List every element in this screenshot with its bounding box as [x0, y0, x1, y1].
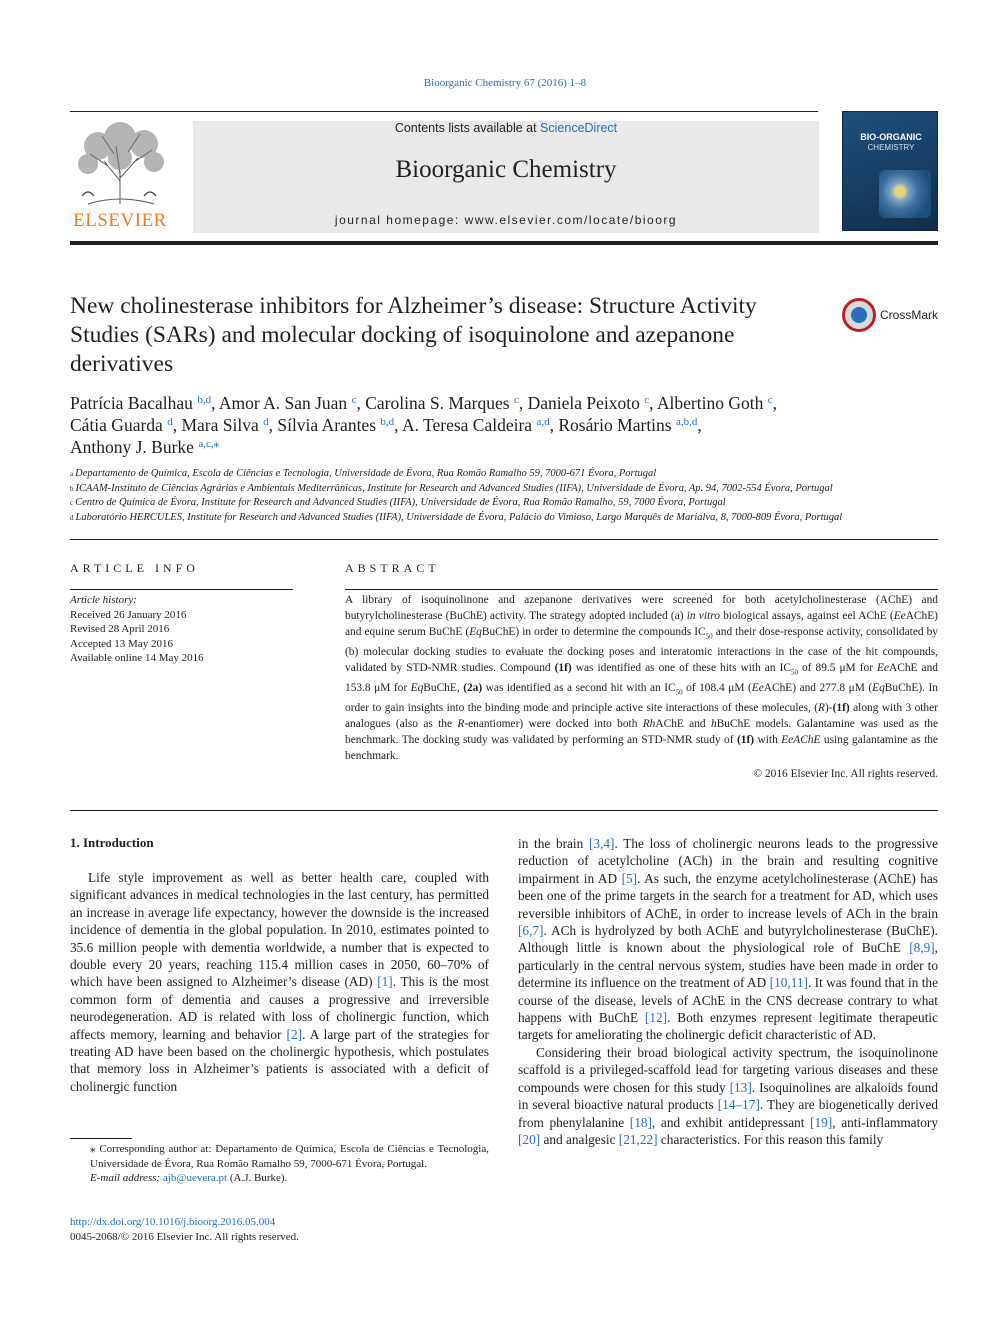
- author-separator: ,: [172, 415, 182, 435]
- author: [70, 393, 219, 413]
- email-label: E-mail address:: [90, 1172, 163, 1185]
- author-name: Carolina S. Marques: [365, 393, 510, 413]
- section-rule: [70, 810, 938, 811]
- body-column-right: [518, 835, 938, 1148]
- homepage-prefix: journal homepage:: [334, 213, 465, 227]
- footnote-rule: [70, 1138, 132, 1139]
- crossmark-icon: [842, 298, 876, 332]
- author: [402, 415, 558, 435]
- abstract-copyright: © 2016 Elsevier Inc. All rights reserved.: [753, 768, 938, 780]
- introduction-heading: 1. Introduction: [70, 835, 154, 850]
- email-suffix: (A.J. Burke).: [227, 1172, 288, 1185]
- issn-copyright: 0045-2068/© 2016 Elsevier Inc. All rights reserved.: [70, 1231, 299, 1243]
- author-separator: ,: [518, 393, 528, 413]
- author-list: [70, 392, 938, 458]
- author: [365, 393, 527, 413]
- accepted-date: Accepted 13 May 2016: [70, 637, 173, 650]
- author-name: Mara Silva: [181, 415, 259, 435]
- author: [277, 415, 402, 435]
- article-title: New cholinesterase inhibitors for Alzheimer’s disease: Structure Activity Studies (SARs) and molecular docking of isoquinolone and azepanone derivatives: [70, 293, 757, 377]
- affiliation-key: c: [70, 499, 74, 507]
- author: [657, 393, 777, 413]
- author-name: Sílvia Arantes: [277, 415, 377, 435]
- affiliation: [70, 496, 938, 511]
- received-date: Received 26 January 2016: [70, 608, 187, 621]
- author-affiliation-link[interactable]: b,d: [197, 394, 212, 406]
- author-name: Rosário Martins: [558, 415, 672, 435]
- contents-line: [193, 121, 819, 135]
- author: [70, 415, 181, 435]
- doi-link[interactable]: http://dx.doi.org/10.1016/j.bioorg.2016.05.004: [70, 1216, 276, 1228]
- author: [219, 393, 365, 413]
- paragraph: Considering their broad biological activity spectrum, the isoquinolinone scaffold is a privileged-scaffold lead for targeting various diseases and these compounds were chosen for this study [13]. Isoquinolines are alkaloids found in several bioactive natural products [14–17]. They are biogenetically derived from phenylalanine [18], and exhibit antidepressant [19], anti-inflammatory [20] and analgesic [21,22] characteristics. For this reason this family: [518, 1044, 938, 1147]
- affiliation-key: a: [70, 470, 74, 478]
- author: [528, 393, 657, 413]
- author-affiliation-link[interactable]: d: [167, 416, 173, 428]
- crossmark-badge[interactable]: [842, 298, 938, 334]
- email-line: [70, 1171, 489, 1186]
- crossmark-icon-center: [851, 307, 867, 323]
- author-separator: ,: [268, 415, 278, 435]
- author-separator: ,: [394, 415, 402, 435]
- journal-reference[interactable]: Bioorganic Chemistry 67 (2016) 1–8: [423, 77, 587, 89]
- contents-prefix: Contents lists available at: [394, 121, 541, 135]
- author-separator: ,: [211, 393, 219, 413]
- author-name: Anthony J. Burke: [70, 437, 194, 457]
- affiliation-text: Centro de Química de Évora, Institute for Research and Advanced Studies (IIFA), Universidade de Évora, Rua Romão Ramalho, 59, 7000 Évora, Portugal: [75, 497, 726, 508]
- journal-name: Bioorganic Chemistry: [395, 156, 617, 183]
- author-separator: ,: [772, 393, 777, 413]
- author-separator: ,: [649, 393, 657, 413]
- cover-molecule-image: [879, 170, 931, 218]
- abstract-text: A library of isoquinolinone and azepanone derivatives were screened for both acetylcholinesterase (AChE) and butyrylcholinesterase (BuChE) activity. The strategy adopted included (a) in vitro biological assays, against eel AChE (EeAChE) and equine serum BuChE (EqBuChE) in order to determine the compounds $IC_{50}$ and their dose-response activity, consolidated by (b) molecular docking studies to evaluate the docking poses and interatomic interactions in the case of the hit compounds, validated by STD-NMR studies. Compound (1f) was identified as one of these hits with an $IC_{50}$ of 89.5 μM for EeAChE and 153.8 μM for EqBuChE, (2a) was identified as a second hit with an $IC_{50}$ of 108.4 μM (EeAChE) and 277.8 μM (EqBuChE). In order to gain insights into the binding mode and principle active site interactions of these molecules, (R)-(1f) along with 3 other analogues (also as the R-enantiomer) were docked into both RhAChE and hBuChE models. Galantamine was used as the benchmark. The docking study was validated by performing an STD-NMR study of (1f) with EeAChE using galantamine as the benchmark.: [345, 594, 939, 762]
- author-separator: ,: [356, 393, 366, 413]
- author-affiliation-link[interactable]: b,d: [380, 416, 395, 428]
- history-label: Article history:: [70, 594, 137, 606]
- author-separator: ,: [549, 415, 559, 435]
- cover-subtitle: CHEMISTRY: [867, 143, 915, 152]
- author-affiliation-link[interactable]: a,c,⁎: [198, 438, 220, 450]
- corresponding-author-note: ⁎ Corresponding author at: Departamento de Química, Escola de Ciências e Tecnologia, Universidade de Évora, Rua Romão Ramalho 59, 7000-671 Évora, Portugal.: [90, 1143, 489, 1170]
- header-top-rule: [70, 111, 818, 112]
- author-affiliation-link[interactable]: c: [644, 394, 650, 406]
- article-history: [70, 593, 300, 666]
- crossmark-label: CrossMark: [880, 308, 939, 322]
- author-name: Daniela Peixoto: [527, 393, 640, 413]
- elsevier-wordmark: ELSEVIER: [73, 210, 167, 231]
- author: [558, 415, 701, 435]
- author: [181, 415, 277, 435]
- online-date: Available online 14 May 2016: [70, 652, 204, 665]
- homepage-url[interactable]: www.elsevier.com/locate/bioorg: [464, 213, 678, 227]
- author-affiliation-link[interactable]: c: [767, 394, 773, 406]
- author-separator: ,: [697, 415, 702, 435]
- affiliation-text: Laboratório HERCULES, Institute for Research and Advanced Studies (IIFA), Universidade de Évora, Palácio do Vimioso, Largo Marquês de Marialva, 8, 7000-809 Évora, Portugal: [75, 511, 843, 523]
- affiliation-text: ICAAM-Instituto de Ciências Agrárias e Ambientais Mediterrânicas, Institute for Research and Advanced Studies (IIFA), Universidade de Évora, Ap. 94, 7002-554 Évora, Portugal: [75, 482, 833, 494]
- paragraph: Life style improvement as well as better health care, coupled with significant advances in medical technologies in the last century, has permitted an increase in average life expectancy, however the downside is the increased incidence of dementia in the global population. In 2010, estimates pointed to 35.6 million people with dementia worldwide, a number that is expected to double every 20 years, reaching 115.4 million cases in 2050, 60–70% of which have been assigned to Alzheimer’s disease (AD) [1]. This is the most common form of dementia and causes a progressive and irreversible neurodegeneration. AD is related with loss of cholinergic function, which affects memory, learning and behavior [2]. A large part of the strategies for treating AD have been based on the cholinergic hypothesis, which postulates that memory loss in Alzheimer’s patients is associated with a deficit of cholinergic function: [70, 870, 489, 1094]
- affiliation-text: Departamento de Química, Escola de Ciências e Tecnologia, Universidade de Évora, Rua Romão Ramalho 59, 7000-671 Évora, Portugal: [75, 468, 657, 479]
- author-affiliation-link[interactable]: c: [351, 394, 357, 406]
- affiliation-key: b: [70, 484, 74, 493]
- cover-title: BIO-ORGANIC: [860, 132, 922, 142]
- author-name: Patrícia Bacalhau: [70, 393, 193, 413]
- affiliation: [70, 467, 938, 482]
- sciencedirect-link[interactable]: ScienceDirect: [540, 121, 618, 135]
- author-affiliation-link[interactable]: d: [263, 416, 269, 428]
- footnote: [70, 1142, 489, 1186]
- article-info-heading: ARTICLE INFO: [70, 561, 199, 575]
- affiliation-key: d: [70, 513, 74, 522]
- author-name: A. Teresa Caldeira: [401, 415, 533, 435]
- journal-cover-thumbnail[interactable]: [842, 111, 938, 231]
- article-info-rule: [70, 589, 293, 590]
- abstract-rule: [345, 589, 938, 590]
- section-rule: [70, 539, 938, 540]
- abstract-heading: ABSTRACT: [345, 561, 440, 575]
- body-column-left: [70, 869, 489, 1095]
- journal-homepage: [193, 213, 819, 227]
- affiliation: [70, 482, 938, 497]
- author-affiliation-link[interactable]: a,b,d: [675, 416, 698, 428]
- author-name: Cátia Guarda: [70, 415, 163, 435]
- paragraph: in the brain [3,4]. The loss of cholinergic neurons leads to the progressive reduction of acetylcholine (ACh) in the brain and resulting cognitive impairment in AD [5]. As such, the enzyme acetylcholinesterase (AChE) has been one of the prime targets in the search for a treatment for AD, which uses reversible inhibitors of AChE, in order to increase levels of ACh in the brain [6,7]. ACh is hydrolyzed by both AChE and butyrylcholinesterase (BuChE). Although little is known about the physiological role of BuChE [8,9], particularly in the central nervous system, studies have been made in order to determine its influence on the treatment of AD [10,11]. It was found that in the course of the disease, levels of AChE in the CNS decrease contrary to what happens with BuChE [12]. Both enzymes represent legitimate therapeutic targets for ameliorating the cholinergic deficit characteristic of AD.: [518, 836, 938, 1043]
- revised-date: Revised 28 April 2016: [70, 623, 170, 636]
- affiliation-list: [70, 467, 938, 525]
- author-name: Amor A. San Juan: [218, 393, 348, 413]
- header-bottom-rule: [70, 241, 938, 245]
- author: [70, 437, 219, 457]
- affiliation: [70, 511, 938, 526]
- author-name: Albertino Goth: [656, 393, 764, 413]
- email-link[interactable]: ajb@uevera.pt: [162, 1172, 228, 1185]
- author-affiliation-link[interactable]: c: [513, 394, 519, 406]
- author-affiliation-link[interactable]: a,d: [536, 416, 550, 428]
